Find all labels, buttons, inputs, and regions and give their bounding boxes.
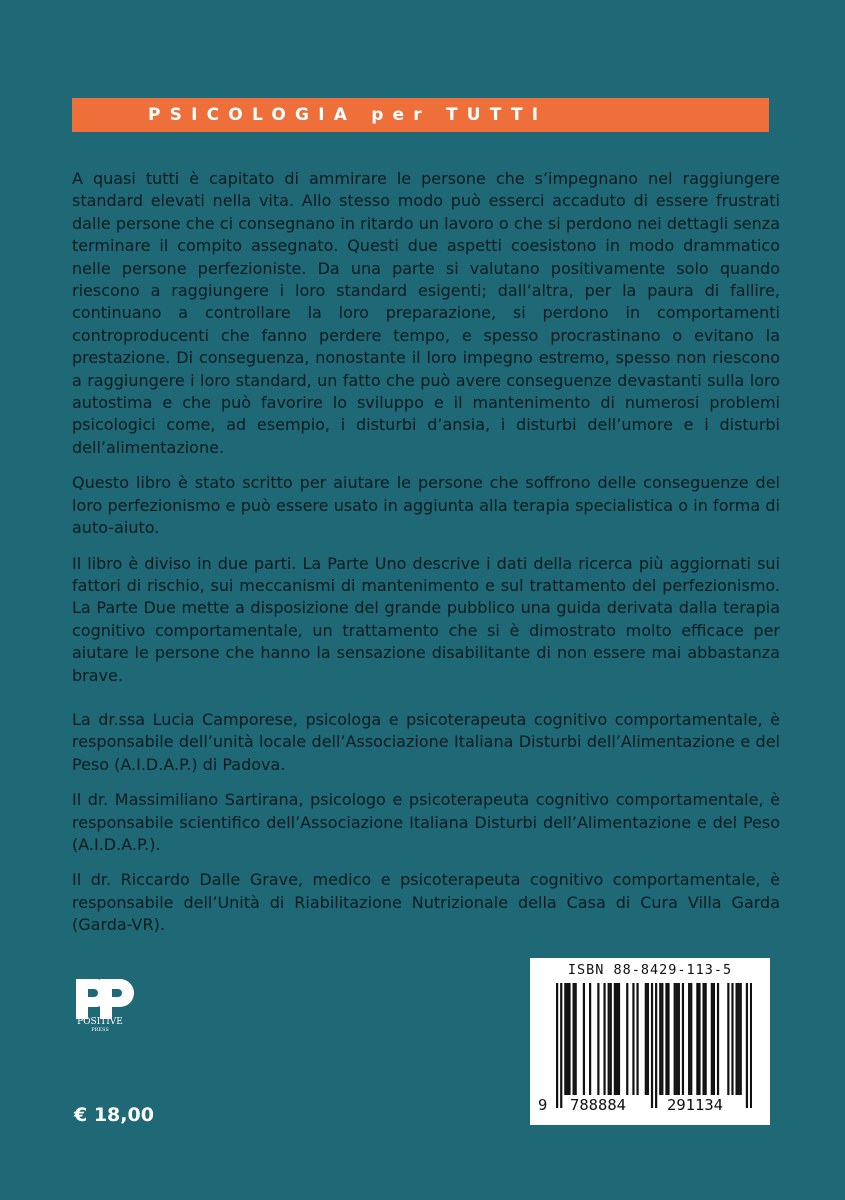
description-paragraph-2: Questo libro è stato scritto per aiutare le persone che soffrono delle conseguenze del loro perfezionismo e può essere usato in aggiunta alla terapia specialistica o in forma di auto-aiuto. bbox=[72, 473, 780, 538]
barcode-bar bbox=[583, 983, 585, 1095]
barcode-bar bbox=[618, 983, 620, 1095]
barcode-bar bbox=[674, 983, 676, 1095]
series-title: PSICOLOGIA per TUTTI bbox=[148, 105, 548, 125]
publisher-name: POSITIVE bbox=[77, 1017, 123, 1027]
barcode-bar bbox=[678, 983, 680, 1095]
barcode-bar bbox=[740, 983, 742, 1095]
barcode-bar bbox=[636, 983, 638, 1095]
barcode-bar bbox=[597, 983, 599, 1095]
ean-first-digit: 9 bbox=[538, 1096, 548, 1114]
barcode-bar bbox=[659, 983, 661, 1095]
barcode-bar bbox=[661, 983, 663, 1095]
barcode-bar bbox=[568, 983, 570, 1095]
barcode-bar bbox=[682, 983, 684, 1095]
barcode-bar bbox=[603, 983, 605, 1095]
barcode-bar bbox=[651, 983, 653, 1108]
barcode-bar bbox=[676, 983, 678, 1095]
barcode-bars bbox=[556, 983, 752, 1108]
barcode-bar bbox=[608, 983, 610, 1095]
publisher-logo-text bbox=[70, 1018, 130, 1033]
barcode-bar bbox=[589, 983, 591, 1095]
barcode-bar bbox=[647, 983, 649, 1095]
barcode-bar bbox=[702, 983, 704, 1095]
barcode-bar bbox=[665, 983, 667, 1095]
barcode-bar bbox=[560, 983, 562, 1108]
barcode-bar bbox=[655, 983, 657, 1108]
barcode-bar bbox=[713, 983, 715, 1095]
author-bio-2: Il dr. Massimiliano Sartirana, psicologo e psicoterapeuta cognitivo comportamentale, è responsabile scientifico dell’Associazione Italiana Disturbi dell’Alimentazione e del Peso (A.I.D.A.P.). bbox=[72, 790, 780, 855]
publisher-sub: PRESS bbox=[91, 1027, 109, 1033]
barcode-bar bbox=[717, 983, 719, 1095]
barcode-bar bbox=[690, 983, 692, 1095]
barcode-bar bbox=[645, 983, 647, 1095]
barcode-bar bbox=[738, 983, 740, 1095]
barcode-bar bbox=[632, 983, 634, 1095]
barcode-bar bbox=[610, 983, 612, 1095]
series-banner bbox=[72, 98, 769, 132]
description-paragraph-1: A quasi tutti è capitato di ammirare le persone che s’impegnano nel raggiungere standard elevati nella vita. Allo stesso modo può esserci accaduto di essere frustrati dalle persone che ci consegnano in ritardo un lavoro o che si perdono nei dettagli senza terminare il compito assegnato. Questi due aspetti coesistono in modo drammatico nelle persone perfezioniste. Da una parte si valutano positivamente solo quando riescono a raggiungere i loro standard esigenti; dall’altra, per la paura di fallire, continuano a controllare la loro preparazione, si perdono in comportamenti controproducenti che fanno perdere tempo, e spesso procrastinano o evitano la prestazione. Di conseguenza, nonostante il loro impegno estremo, spesso non riescono a raggiungere i loro standard, un fatto che può avere conseguenze devastanti sulla loro autostima e che può favorire lo sviluppo e il mantenimento di numerosi problemi psicologici come, ad esempio, i disturbi d’ansia, i disturbi dell’umore e i disturbi dell’alimentazione. bbox=[72, 169, 780, 457]
barcode-bar bbox=[750, 983, 752, 1108]
barcode-bar bbox=[626, 983, 628, 1095]
barcode-bar bbox=[698, 983, 700, 1095]
ean-left-group: 788884 bbox=[570, 1096, 626, 1114]
barcode bbox=[530, 958, 770, 1125]
description-paragraph-3: Il libro è diviso in due parti. La Parte Uno descrive i dati della ricerca più aggiornati sui fattori di rischio, sui meccanismi di mantenimento e sul trattamento del perfezionismo. La Parte Due mette a disposizione del grande pubblico una guida derivata dalla terapia cognitivo comportamentale, un trattamento che si è dimostrato molto efficace per aiutare le persone che hanno la sensazione disabilitante di non essere mai abbastanza brave. bbox=[72, 553, 780, 685]
author-bios bbox=[72, 709, 780, 950]
barcode-bar bbox=[556, 983, 558, 1108]
barcode-bar bbox=[688, 983, 690, 1095]
barcode-bar bbox=[696, 983, 698, 1095]
barcode-bar bbox=[735, 983, 737, 1095]
barcode-bar bbox=[566, 983, 568, 1095]
barcode-bar bbox=[667, 983, 669, 1095]
price: € 18,00 bbox=[74, 1104, 154, 1126]
barcode-bar bbox=[727, 983, 729, 1095]
barcode-bar bbox=[746, 983, 748, 1108]
barcode-bar bbox=[614, 983, 616, 1095]
barcode-bar bbox=[711, 983, 713, 1095]
pp-logo-icon bbox=[70, 975, 150, 1045]
barcode-bar bbox=[564, 983, 566, 1095]
book-description bbox=[72, 168, 780, 700]
isbn-label: ISBN 88-8429-113-5 bbox=[567, 962, 733, 978]
barcode-bar bbox=[616, 983, 618, 1095]
barcode-bar bbox=[573, 983, 575, 1095]
barcode-bar bbox=[705, 983, 707, 1095]
barcode-bar bbox=[731, 983, 733, 1095]
author-bio-3: Il dr. Riccardo Dalle Grave, medico e psicoterapeuta cognitivo comportamentale, è responsabile dell’Unità di Riabilitazione Nutrizionale della Casa di Cura Villa Garda (Garda-VR). bbox=[72, 870, 780, 935]
author-bio-1: La dr.ssa Lucia Camporese, psicologa e psicoterapeuta cognitivo comportamentale, è responsabile dell’unità locale dell’Associazione Italiana Disturbi dell’Alimentazione e del Peso (A.I.D.A.P.) di Padova. bbox=[72, 710, 780, 774]
barcode-bar bbox=[575, 983, 577, 1095]
ean-right-group: 291134 bbox=[667, 1096, 723, 1114]
